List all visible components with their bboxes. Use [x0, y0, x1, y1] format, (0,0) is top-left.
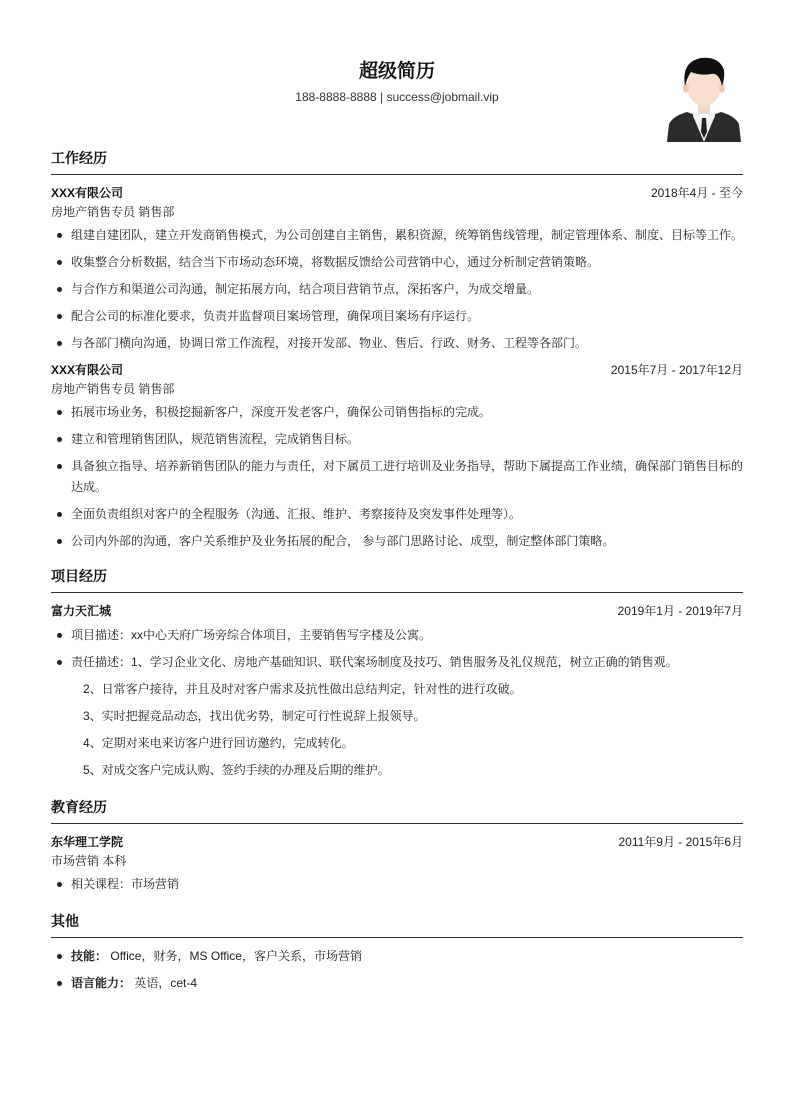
other-section: [51, 911, 743, 994]
education-list: [51, 874, 743, 895]
language-label: 语言能力：: [71, 976, 132, 990]
education-section: [51, 797, 743, 895]
company-name: XXX有限公司: [51, 362, 124, 377]
company-name: XXX有限公司: [51, 185, 124, 200]
list-item: 组建自建团队，建立开发商销售模式，为公司创建自主销售，累积资源，统筹销售线管理，制定管理体系、制度、目标等工作。: [51, 225, 743, 246]
list-item: 责任描述：1、学习企业文化、房地产基础知识、联代案场制度及技巧、销售服务及礼仪规范，树立正确的销售观。: [51, 652, 743, 673]
date-range: 2019年1月 - 2019年7月: [617, 603, 743, 618]
list-item: 拓展市场业务，积极挖掘新客户，深度开发老客户，确保公司销售指标的完成。: [51, 402, 743, 423]
project-name: 富力天汇城: [51, 603, 112, 618]
degree: 市场营销 本科: [51, 854, 127, 868]
resume-header: [51, 0, 743, 148]
job-role: 房地产销售专员 销售部: [51, 205, 175, 219]
list-item-continuation: 4、定期对来电来访客户进行回访邀约，完成转化。: [83, 736, 354, 750]
school-name: 东华理工学院: [51, 834, 124, 849]
section-title-project: 项目经历: [51, 566, 743, 593]
avatar: [667, 52, 741, 142]
list-item: 相关课程：市场营销: [51, 874, 743, 895]
skills-label: 技能：: [71, 949, 108, 963]
language-item: [51, 973, 743, 994]
skills-item: [51, 946, 743, 967]
contact-info: 188-8888-8888 | success@jobmail.vip: [295, 90, 499, 104]
resume-page: [51, 0, 743, 1000]
work-entry-1: [51, 183, 743, 354]
list-item-continuation: 5、对成交客户完成认购、签约手续的办理及后期的维护。: [83, 763, 390, 777]
list-item: 建立和管理销售团队，规范销售流程，完成销售目标。: [51, 429, 743, 450]
candidate-name: 超级简历: [358, 61, 435, 82]
skills-value: Office，财务，MS Office，客户关系，市场营销: [110, 949, 362, 963]
other-list: [51, 946, 743, 994]
date-range: 2018年4月 - 至今: [650, 185, 743, 200]
date-range: 2015年7月 - 2017年12月: [610, 362, 743, 377]
language-value: 英语，cet-4: [134, 976, 198, 990]
section-title-work: 工作经历: [51, 148, 743, 175]
work-section: [51, 148, 743, 552]
section-title-other: 其他: [51, 911, 743, 938]
section-title-education: 教育经历: [51, 797, 743, 824]
project-section: [51, 566, 743, 781]
list-item: 与合作方和渠道公司沟通，制定拓展方向，结合项目营销节点，深拓客户，为成交增量。: [51, 279, 743, 300]
list-item: 全面负责组织对客户的全程服务（沟通、汇报、维护、考察接待及突发事件处理等）。: [51, 504, 743, 525]
list-item: 与各部门横向沟通，协调日常工作流程，对接开发部、物业、售后、行政、财务、工程等各部门。: [51, 333, 743, 354]
list-item-continuation: 3、实时把握竞品动态，找出优劣势，制定可行性说辞上报领导。: [83, 709, 426, 723]
work-entry-2: [51, 360, 743, 552]
duty-list: [51, 225, 743, 354]
job-role: 房地产销售专员 销售部: [51, 382, 175, 396]
list-item-continuation: 2、日常客户接待，并且及时对客户需求及抗性做出总结判定，针对性的进行攻破。: [83, 682, 522, 696]
list-item: 配合公司的标准化要求，负责并监督项目案场管理，确保项目案场有序运行。: [51, 306, 743, 327]
list-item: 公司内外部的沟通，客户关系维护及业务拓展的配合， 参与部门思路讨论、成型，制定整体部门策略。: [51, 531, 743, 552]
project-list: [51, 625, 743, 781]
list-item: 收集整合分析数据，结合当下市场动态环境，将数据反馈给公司营销中心，通过分析制定营销策略。: [51, 252, 743, 273]
date-range: 2011年9月 - 2015年6月: [618, 834, 743, 849]
duty-list: [51, 402, 743, 552]
list-item: 项目描述：xx中心天府广场旁综合体项目，主要销售写字楼及公寓。: [51, 625, 743, 646]
list-item: 具备独立指导、培养新销售团队的能力与责任，对下属员工进行培训及业务指导，帮助下属提高工作业绩，确保部门销售目标的达成。: [51, 456, 743, 498]
